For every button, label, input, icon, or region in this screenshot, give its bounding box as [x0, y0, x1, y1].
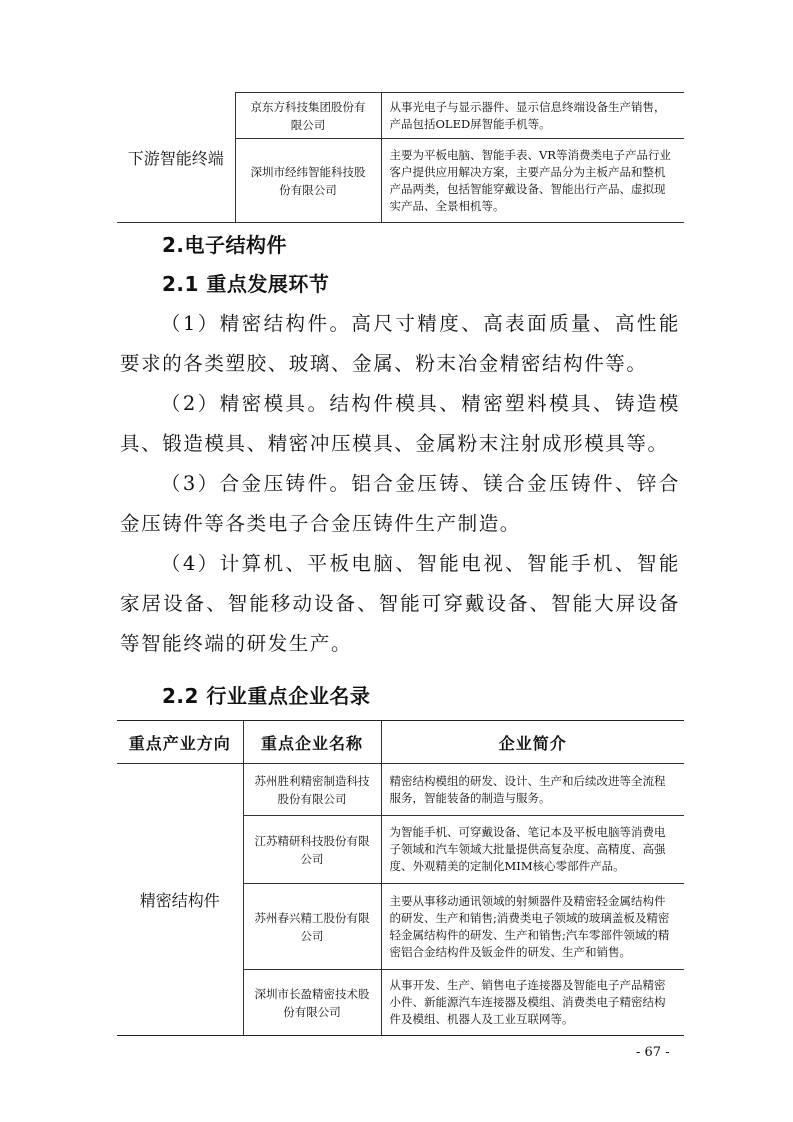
paragraph: （2）精密模具。结构件模具、精密塑料模具、铸造模具、锻造模具、精密冲压模具、金属粉末注射成形模具等。	[120, 392, 680, 455]
subsection-heading-directory: 2.2 行业重点企业名录	[162, 684, 371, 708]
enterprise-directory-table	[117, 720, 684, 1036]
company-desc-cell: 主要从事移动通讯领域的射频器件及精密轻金属结构件的研发、生产和销售;消费类电子领域的玻璃盖板及精密轻金属结构件的研发、生产和销售;汽车零部件领域的精密铝合金结构件及钣金件的研发、生产和销售。	[381, 884, 684, 970]
section-heading: 2.电子结构件	[162, 233, 288, 257]
category-cell: 精密结构件	[117, 764, 243, 1036]
category-cell: 下游智能终端	[117, 93, 235, 223]
downstream-terminal-table	[117, 92, 684, 223]
paragraph: （3）合金压铸件。铝合金压铸、镁合金压铸件、锌合金压铸件等各类电子合金压铸件生产制造。	[120, 472, 680, 535]
subsection-heading-focus: 2.1 重点发展环节	[162, 272, 330, 296]
paragraph: （4）计算机、平板电脑、智能电视、智能手机、智能家居设备、智能移动设备、智能可穿戴设备、智能大屏设备等智能终端的研发生产。	[120, 552, 680, 655]
company-desc-cell: 精密结构模组的研发、设计、生产和后续改进等全流程服务，智能装备的制造与服务。	[381, 764, 684, 816]
company-name-cell: 京东方科技集团股份有限公司	[235, 93, 381, 139]
company-name-cell: 江苏精研科技股份有限公司	[243, 816, 381, 884]
header-company: 重点企业名称	[243, 721, 381, 764]
header-direction: 重点产业方向	[117, 721, 243, 764]
company-name-cell: 苏州胜利精密制造科技股份有限公司	[243, 764, 381, 816]
company-name-cell: 深圳市经纬智能科技股份有限公司	[235, 139, 381, 223]
company-desc-cell: 为智能手机、可穿戴设备、笔记本及平板电脑等消费电子领域和汽车领域大批量提供高复杂度、高精度、高强度、外观精美的定制化MIM核心零部件产品。	[381, 816, 684, 884]
company-desc-cell: 从事光电子与显示器件、显示信息终端设备生产销售，产品包括OLED屏智能手机等。	[381, 93, 684, 139]
company-desc-cell: 主要为平板电脑、智能手表、VR等消费类电子产品行业客户提供应用解决方案，主要产品分为主板产品和整机产品两类，包括智能穿戴设备、智能出行产品、虚拟现实产品、全景相机等。	[381, 139, 684, 223]
company-name-cell: 苏州春兴精工股份有限公司	[243, 884, 381, 970]
page-number: - 67 -	[636, 1045, 670, 1060]
company-name-cell: 深圳市长盈精密技术股份有限公司	[243, 970, 381, 1036]
header-intro: 企业简介	[381, 721, 684, 764]
paragraph: （1）精密结构件。高尺寸精度、高表面质量、高性能要求的各类塑胶、玻璃、金属、粉末冶金精密结构件等。	[120, 312, 680, 375]
company-desc-cell: 从事开发、生产、销售电子连接器及智能电子产品精密小件、新能源汽车连接器及模组、消费类电子精密结构件及模组、机器人及工业互联网等。	[381, 970, 684, 1036]
